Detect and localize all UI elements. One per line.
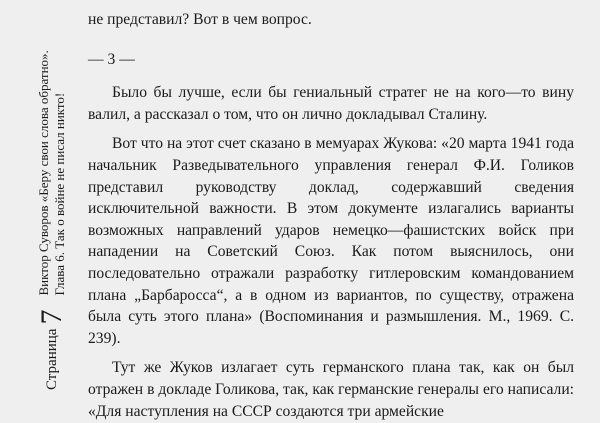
paragraph-3: Тут же Жуков излагает суть германского плана так, как он был отражен в докладе Голикова, так, как германские генералы его написали: «Для наступления на СССР создаются три армейские bbox=[88, 359, 574, 420]
paragraph-2: Вот что на этот счет сказано в мемуарах Жукова: «20 марта 1941 года начальник Разведывательного управления генерал Ф.И. Голиков представил руководству доклад, содержавший сведения исключительной важности. В этом документе излагались варианты возможных направлений ударов немецко—фашистских войск при нападении на Советский Союз. Как потом выяснилось, они последовательно отражали разработку гитлеровским командованием плана „Барбаросса“, а в одном из вариантов, по существу, отражена была суть этого плана» (Воспоминания и размышления. М., 1969. С. 239). bbox=[88, 135, 574, 347]
body-text bbox=[88, 9, 574, 422]
running-header bbox=[36, 50, 68, 295]
page-word: Страница bbox=[43, 328, 60, 390]
page-number: 7 bbox=[35, 309, 68, 325]
page-spine bbox=[6, 0, 66, 423]
book-title: Виктор Суворов «Беру свои слова обратно». bbox=[36, 50, 51, 296]
spine-content bbox=[36, 50, 68, 390]
paragraph-1: Было бы лучше, если бы гениальный стратег не на кого—то вину валил, а рассказал о том, что он лично докладывал Сталину. bbox=[88, 84, 574, 123]
paragraph-continuation: не представил? Вот в чем вопрос. bbox=[88, 11, 312, 28]
chapter-title: Глава 6. Так о войне не писал никто! bbox=[52, 92, 67, 296]
section-marker: — 3 — bbox=[88, 50, 135, 68]
